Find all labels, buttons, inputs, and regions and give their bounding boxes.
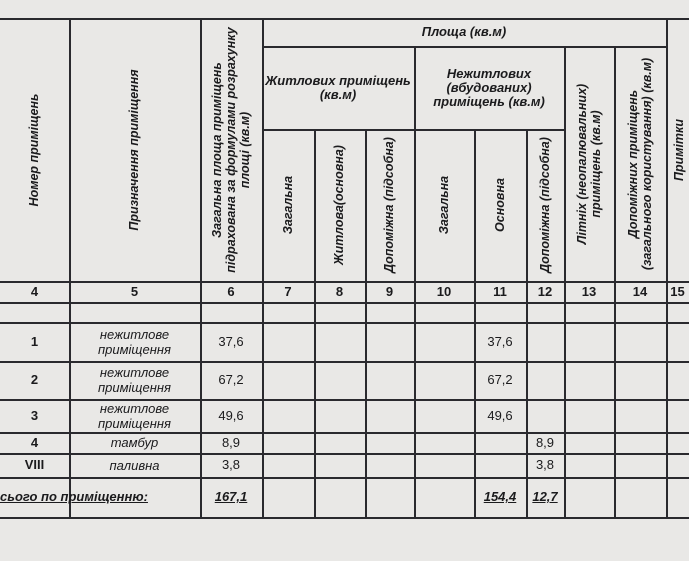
row-purpose	[69, 399, 200, 432]
row-number: VIII	[24, 457, 45, 472]
row-aux-area: 8,9	[535, 434, 555, 450]
row-purpose	[69, 432, 200, 453]
header-col-12: Допоміжна (підсобна)	[538, 137, 552, 273]
row-aux-area	[526, 322, 564, 361]
summary-label: сього по приміщенню:	[0, 489, 148, 504]
rule-subgroup	[262, 129, 564, 131]
header-residential: Житлових приміщень (кв.м)	[265, 73, 411, 102]
column-number-9: 9	[385, 283, 394, 299]
row-purpose	[69, 453, 200, 477]
column-number-6: 6	[227, 283, 235, 299]
row-main-area	[474, 453, 526, 477]
purpose-line: приміщення	[98, 415, 171, 431]
header-col-11: Основна	[493, 178, 507, 232]
column-number-12: 12	[537, 283, 553, 299]
row-number: 4	[30, 434, 39, 450]
header-col-13: Літніх (неопалювальних) приміщень (кв.м)	[575, 83, 603, 244]
summary-aux-area: 12,7	[532, 489, 558, 504]
row-number: 3	[30, 407, 39, 423]
row-main-area: 67,2	[487, 372, 513, 387]
header-col-6: Загальна площа приміщень підрахована за формулами розрахунку площі (кв.м)	[210, 26, 252, 273]
column-number-10: 10	[436, 283, 452, 299]
purpose-line: паливна	[109, 457, 160, 473]
header-col-5: Призначення приміщення	[127, 68, 141, 231]
header-area-group: Площа (кв.м)	[421, 24, 507, 39]
row-total-area: 3,8	[221, 457, 241, 472]
header-col-9: Допоміжна (підсобна)	[382, 137, 396, 273]
purpose-line: нежитлове	[99, 326, 170, 342]
summary-total-area: 167,1	[214, 489, 248, 504]
column-number-5: 5	[130, 283, 139, 299]
purpose-line: приміщення	[98, 380, 171, 395]
rule-numbers-bottom	[0, 302, 689, 304]
row-purpose	[69, 361, 200, 399]
summary-main-area: 154,4	[483, 489, 517, 504]
header-col-4: Номер приміщень	[27, 93, 41, 206]
purpose-line: нежитлове	[99, 400, 170, 416]
purpose-line: тамбур	[110, 435, 159, 450]
row-purpose	[69, 322, 200, 361]
row-aux-area: 3,8	[535, 457, 555, 472]
row-total-area: 67,2	[218, 372, 244, 387]
row-main-area: 49,6	[487, 407, 513, 423]
header-col-8: Житлова(основна)	[332, 145, 346, 265]
rule-area-group	[262, 46, 666, 48]
rule-summary	[0, 517, 689, 519]
row-main-area	[474, 432, 526, 453]
purpose-line: приміщення	[98, 341, 171, 357]
column-number-7: 7	[284, 283, 292, 299]
column-number-14: 14	[632, 283, 648, 299]
row-number: 2	[30, 372, 39, 387]
row-aux-area	[526, 361, 564, 399]
header-col-15: Примітки	[672, 118, 686, 181]
header-col-7: Загальна	[281, 175, 295, 235]
column-number-8: 8	[335, 283, 344, 299]
column-number-15: 15	[670, 283, 685, 299]
row-total-area: 49,6	[218, 407, 244, 423]
header-nonresidential: Нежитлових (вбудованих) приміщень (кв.м)	[433, 66, 545, 109]
column-number-4: 4	[30, 283, 39, 299]
header-col-10: Загальна	[437, 175, 451, 235]
purpose-line: нежитлове	[99, 365, 170, 380]
row-total-area: 8,9	[221, 434, 241, 450]
row-main-area: 37,6	[487, 333, 513, 349]
row-number: 1	[30, 333, 39, 349]
column-number-11: 11	[493, 283, 507, 299]
header-col-14: Допоміжних приміщень (загального користування) (кв.м)	[626, 57, 654, 270]
row-total-area: 37,6	[218, 333, 244, 349]
column-number-13: 13	[581, 283, 597, 299]
row-aux-area	[526, 399, 564, 432]
